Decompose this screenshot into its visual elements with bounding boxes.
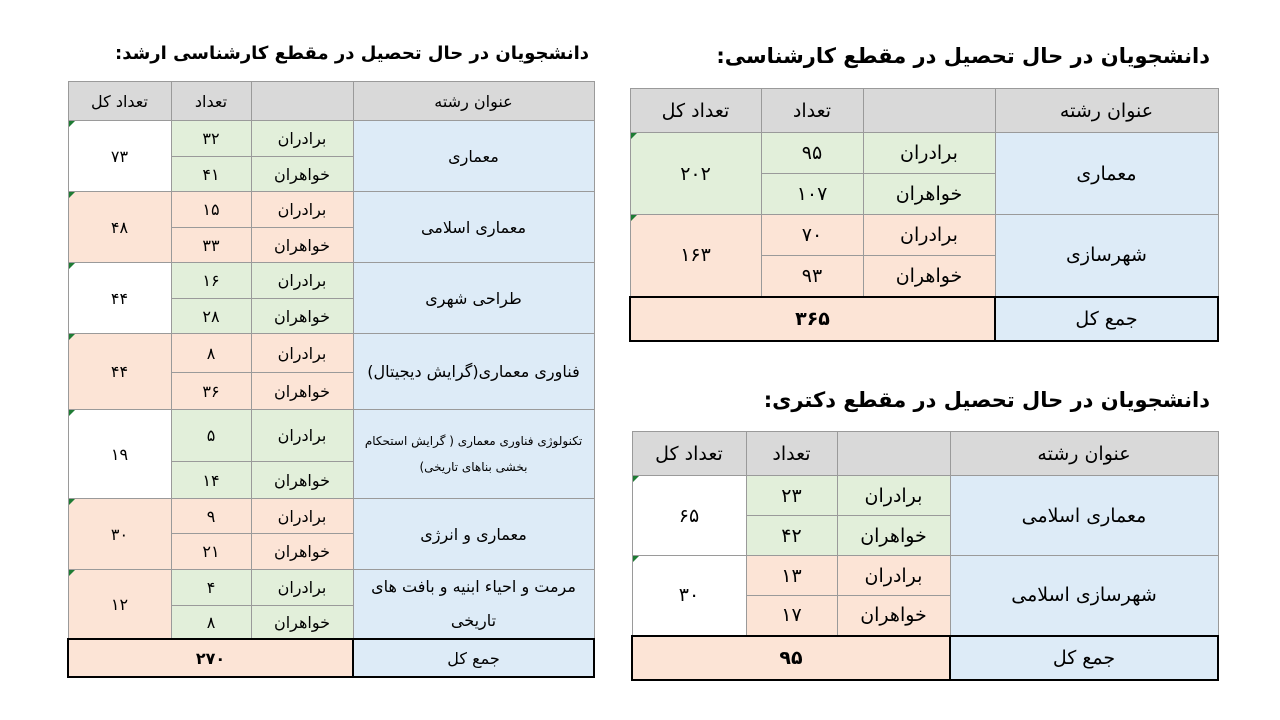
header-count: تعداد	[746, 432, 837, 476]
male-label: برادران	[251, 192, 353, 228]
header-field: عنوان رشته	[353, 82, 594, 121]
male-label: برادران	[251, 410, 353, 462]
header-total: تعداد کل	[630, 89, 761, 133]
field-cell: تکنولوژی فناوری معماری ( گرایش استحکام بخشی بناهای تاریخی)	[353, 410, 594, 499]
female-count: ۲۱	[171, 534, 251, 570]
male-label: برادران	[863, 133, 995, 174]
female-label: خواهران	[251, 228, 353, 263]
field-cell: شهرسازی اسلامی	[950, 556, 1218, 636]
header-count: تعداد	[171, 82, 251, 121]
total-count: ۴۸	[68, 192, 171, 263]
female-label: خواهران	[251, 534, 353, 570]
male-count: ۴	[171, 570, 251, 606]
sum-label: جمع کل	[353, 639, 594, 677]
male-count: ۹۵	[761, 133, 863, 174]
phd-title: دانشجویان در حال تحصیل در مقطع دکتری:	[763, 388, 1210, 412]
female-count: ۲۸	[171, 299, 251, 334]
total-count: ۱۹	[68, 410, 171, 499]
male-count: ۹	[171, 499, 251, 534]
male-count: ۱۳	[746, 556, 837, 596]
female-label: خواهران	[251, 299, 353, 334]
male-count: ۸	[171, 334, 251, 373]
bachelor-title: دانشجویان در حال تحصیل در مقطع کارشناسی:	[716, 44, 1210, 68]
female-count: ۱۴	[171, 462, 251, 499]
phd-table	[631, 431, 1219, 681]
female-count: ۹۳	[761, 256, 863, 297]
field-cell: معماری اسلامی	[950, 476, 1218, 556]
female-count: ۸	[171, 606, 251, 639]
male-count: ۱۶	[171, 263, 251, 299]
male-label: برادران	[837, 476, 950, 516]
header-field: عنوان رشته	[995, 89, 1218, 133]
total-count: ۳۰	[68, 499, 171, 570]
female-label: خواهران	[251, 606, 353, 639]
total-count: ۲۰۲	[630, 133, 761, 215]
field-cell: معماری	[995, 133, 1218, 215]
header-empty	[863, 89, 995, 133]
field-cell: معماری	[353, 121, 594, 192]
masters-title: دانشجویان در حال تحصیل در مقطع کارشناسی ارشد:	[115, 43, 589, 64]
female-count: ۴۲	[746, 516, 837, 556]
total-count: ۴۴	[68, 263, 171, 334]
field-cell: معماری و انرژی	[353, 499, 594, 570]
header-empty	[251, 82, 353, 121]
field-cell: شهرسازی	[995, 215, 1218, 297]
sum-label: جمع کل	[950, 636, 1218, 680]
female-count: ۱۰۷	[761, 174, 863, 215]
total-count: ۷۳	[68, 121, 171, 192]
field-cell: طراحی شهری	[353, 263, 594, 334]
total-count: ۳۰	[632, 556, 746, 636]
male-label: برادران	[251, 499, 353, 534]
header-total: تعداد کل	[68, 82, 171, 121]
sum-value: ۲۷۰	[68, 639, 353, 677]
header-field: عنوان رشته	[950, 432, 1218, 476]
female-label: خواهران	[837, 516, 950, 556]
female-label: خواهران	[837, 596, 950, 636]
female-count: ۱۷	[746, 596, 837, 636]
female-count: ۳۶	[171, 373, 251, 410]
female-count: ۴۱	[171, 157, 251, 192]
female-label: خواهران	[251, 157, 353, 192]
male-count: ۱۵	[171, 192, 251, 228]
female-count: ۳۳	[171, 228, 251, 263]
male-label: برادران	[837, 556, 950, 596]
field-cell: مرمت و احیاء ابنیه و بافت های تاریخی	[353, 570, 594, 640]
header-count: تعداد	[761, 89, 863, 133]
female-label: خواهران	[863, 256, 995, 297]
male-label: برادران	[251, 121, 353, 157]
field-cell: معماری اسلامی	[353, 192, 594, 263]
total-count: ۶۵	[632, 476, 746, 556]
male-count: ۵	[171, 410, 251, 462]
total-count: ۴۴	[68, 334, 171, 410]
total-count: ۱۲	[68, 570, 171, 640]
male-label: برادران	[251, 263, 353, 299]
female-label: خواهران	[251, 462, 353, 499]
sum-value: ۳۶۵	[630, 297, 995, 341]
sum-value: ۹۵	[632, 636, 950, 680]
header-total: تعداد کل	[632, 432, 746, 476]
masters-table	[67, 81, 595, 678]
sum-label: جمع کل	[995, 297, 1218, 341]
male-label: برادران	[251, 570, 353, 606]
female-label: خواهران	[863, 174, 995, 215]
male-count: ۲۳	[746, 476, 837, 516]
male-count: ۳۲	[171, 121, 251, 157]
total-count: ۱۶۳	[630, 215, 761, 297]
male-label: برادران	[863, 215, 995, 256]
male-count: ۷۰	[761, 215, 863, 256]
field-cell: فناوری معماری(گرایش دیجیتال)	[353, 334, 594, 410]
header-empty	[837, 432, 950, 476]
bachelor-table	[629, 88, 1219, 342]
male-label: برادران	[251, 334, 353, 373]
female-label: خواهران	[251, 373, 353, 410]
